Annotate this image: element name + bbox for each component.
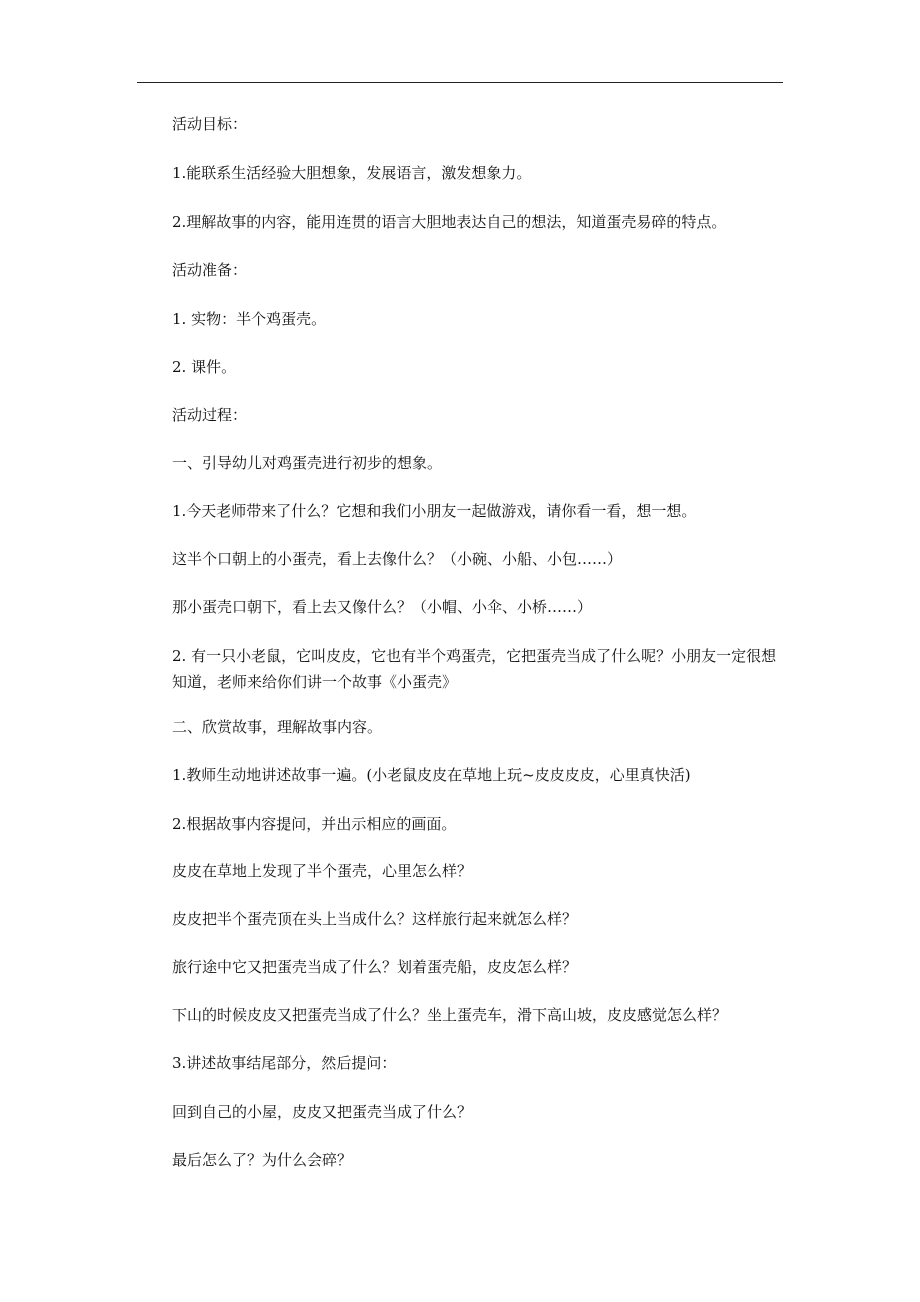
paragraph: 2. 课件。 [172, 358, 237, 376]
paragraph: 1.能联系生活经验大胆想象，发展语言，激发想象力。 [172, 164, 532, 182]
paragraph: 1. 实物：半个鸡蛋壳。 [172, 310, 327, 328]
paragraph: 回到自己的小屋，皮皮又把蛋壳当成了什么？ [172, 1103, 473, 1121]
section-heading-process: 活动过程： [172, 406, 248, 424]
paragraph: 一、引导幼儿对鸡蛋壳进行初步的想象。 [172, 454, 443, 472]
paragraph: 1.教师生动地讲述故事一遍。(小老鼠皮皮在草地上玩~皮皮皮皮，心里真快活) [172, 766, 691, 784]
paragraph: 2. 有一只小老鼠，它叫皮皮，它也有半个鸡蛋壳，它把蛋壳当成了什么呢？小朋友一定很想知道，老师来给你们讲一个故事《小蛋壳》 [172, 647, 777, 691]
paragraph: 3.讲述故事结尾部分，然后提问： [172, 1054, 397, 1072]
paragraph: 最后怎么了？为什么会碎？ [172, 1151, 353, 1169]
paragraph: 2.根据故事内容提问，并出示相应的画面。 [172, 815, 457, 833]
paragraph: 皮皮把半个蛋壳顶在头上当成什么？这样旅行起来就怎么样？ [172, 910, 578, 928]
paragraph: 2.理解故事的内容，能用连贯的语言大胆地表达自己的想法，知道蛋壳易碎的特点。 [172, 213, 727, 231]
paragraph: 1.今天老师带来了什么？它想和我们小朋友一起做游戏，请你看一看，想一想。 [172, 502, 697, 520]
section-heading-goals: 活动目标： [172, 115, 248, 133]
paragraph: 皮皮在草地上发现了半个蛋壳，心里怎么样？ [172, 862, 473, 880]
paragraph: 二、欣赏故事，理解故事内容。 [172, 718, 383, 736]
paragraph: 下山的时候皮皮又把蛋壳当成了什么？坐上蛋壳车，滑下高山坡，皮皮感觉怎么样？ [172, 1006, 728, 1024]
header-rule [137, 82, 783, 83]
section-heading-preparation: 活动准备： [172, 261, 248, 279]
paragraph: 旅行途中它又把蛋壳当成了什么？划着蛋壳船，皮皮怎么样？ [172, 958, 578, 976]
paragraph: 这半个口朝上的小蛋壳，看上去像什么？（小碗、小船、小包……） [172, 550, 623, 568]
paragraph: 那小蛋壳口朝下，看上去又像什么？（小帽、小伞、小桥……） [172, 598, 593, 616]
